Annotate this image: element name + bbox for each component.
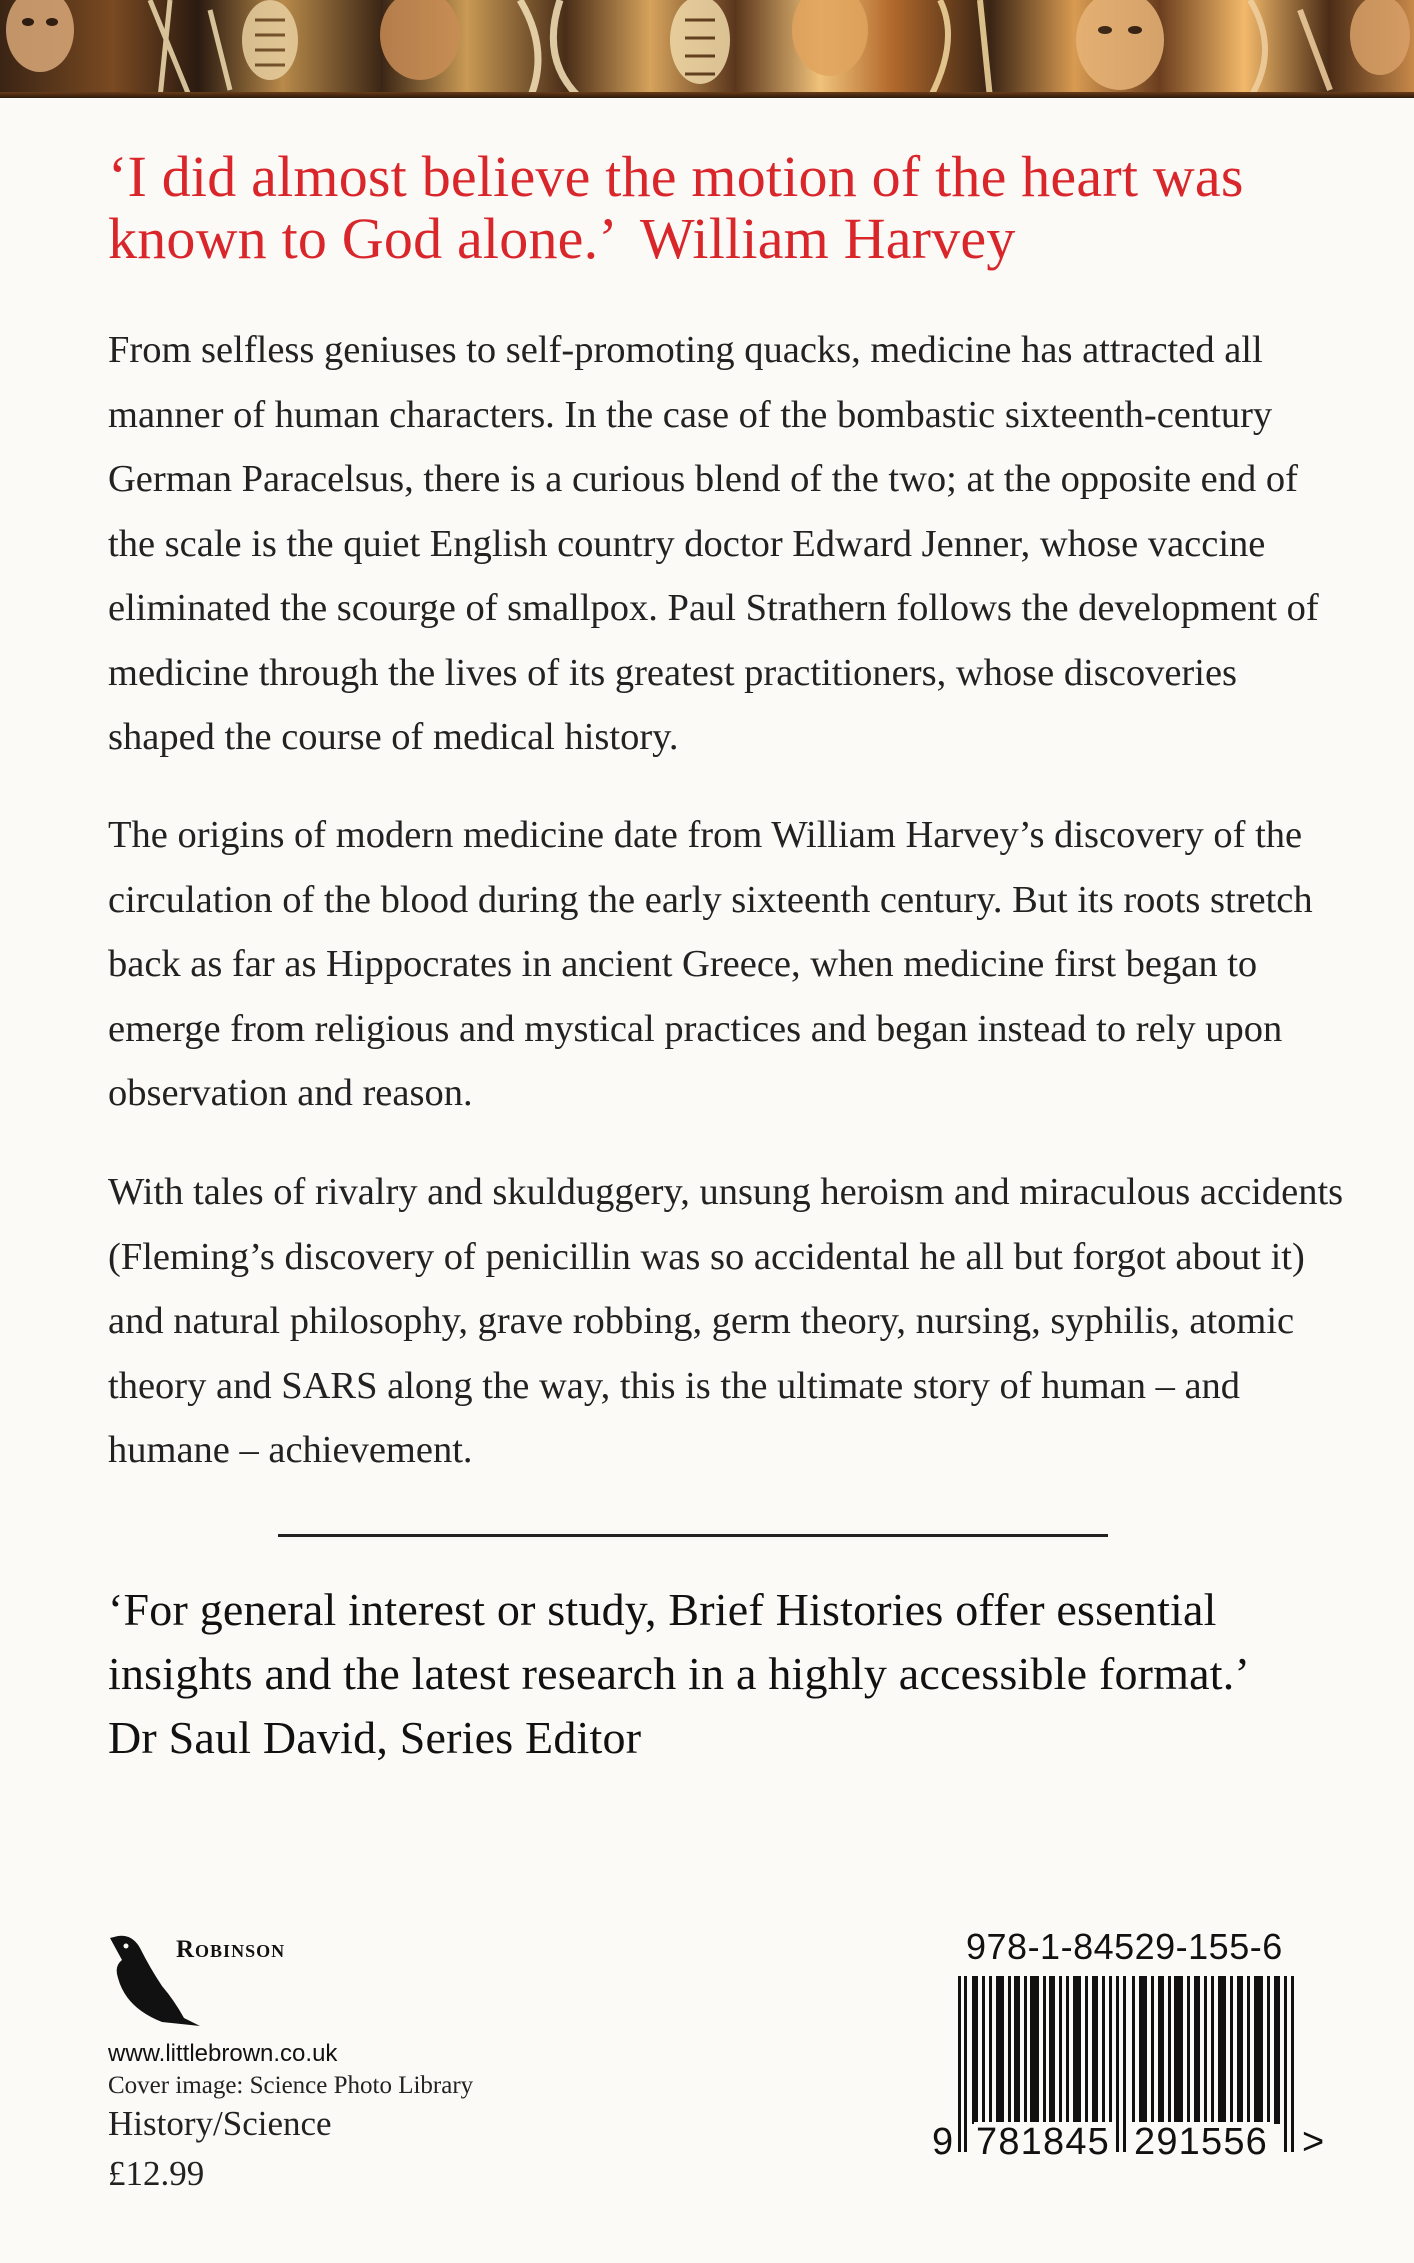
header-quote-text: ‘I did almost believe the motion of the heart was known to God alone.’ bbox=[108, 144, 1244, 271]
cover-image-credit: Cover image: Science Photo Library bbox=[108, 2072, 474, 2099]
description-paragraph bbox=[108, 1160, 1348, 1483]
cover-art-banner bbox=[0, 0, 1414, 98]
book-price: £12.99 bbox=[108, 2154, 205, 2193]
anatomical-figures-illustration bbox=[0, 0, 1414, 98]
series-quote-attribution: Dr Saul David, Series Editor bbox=[108, 1712, 642, 1763]
description-paragraph-text: With tales of rivalry and skulduggery, unsung heroism and miraculous accidents (Fleming’s discovery of penicillin was so accidental he all but forgot about it) and natural philosophy, grave robbing, germ theory, nursing, syphilis, atomic theory and SARS along the way, this is the ultimate story of human – and humane – achievement. bbox=[108, 1171, 1344, 1471]
ean-lead-digit: 9 bbox=[932, 2121, 954, 2163]
description-paragraph bbox=[108, 803, 1348, 1126]
series-quote bbox=[108, 1578, 1348, 1770]
barcode-block bbox=[926, 1926, 1326, 2166]
book-category: History/Science bbox=[108, 2104, 332, 2143]
publisher-block bbox=[104, 1930, 564, 2230]
description-paragraph-text: From selfless geniuses to self-promoting quacks, medicine has attracted all manner of human characters. In the case of the bombastic sixteenth-century German Paracelsus, there is a curious blend of the two; at the opposite end of the scale is the quiet English country doctor Edward Jenner, whose vaccine eliminated the scourge of smallpox. Paul Strathern follows the development of medicine through the lives of its greatest practitioners, whose discoveries shaped the course of medical history. bbox=[108, 329, 1319, 758]
isbn-number: 978-1-84529-155-6 bbox=[966, 1926, 1283, 1967]
section-divider bbox=[278, 1534, 1108, 1537]
publisher-website[interactable]: www.littlebrown.co.uk bbox=[108, 2040, 338, 2067]
ean-right-digits: 291556 bbox=[1134, 2121, 1269, 2163]
header-quote bbox=[108, 146, 1348, 270]
banner-edge bbox=[0, 92, 1414, 98]
ean-left-digits: 781845 bbox=[976, 2121, 1111, 2163]
description-paragraph-text: The origins of modern medicine date from William Harvey’s discovery of the circulation of the blood during the early sixteenth century. But its roots stretch back as far as Hippocrates in ancient Greece, when medicine first began to emerge from religious and mystical practices and began instead to rely upon observation and reason. bbox=[108, 814, 1313, 1114]
ean-quiet-zone-arrow: > bbox=[1302, 2121, 1325, 2163]
header-quote-attribution: William Harvey bbox=[639, 206, 1016, 271]
publisher-name: Robinson bbox=[176, 1936, 286, 1963]
series-quote-text: ‘For general interest or study, Brief Histories offer essential insights and the latest research in a highly accessible format.’ bbox=[108, 1584, 1250, 1699]
description-paragraph bbox=[108, 318, 1348, 770]
